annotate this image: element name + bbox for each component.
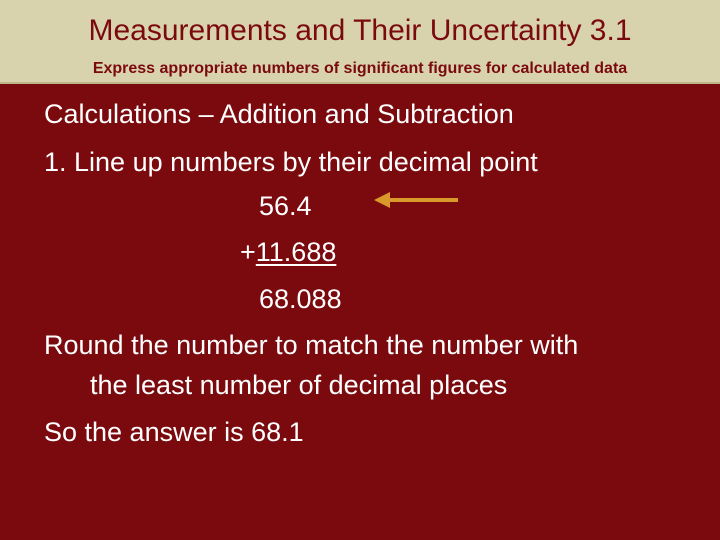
final-answer: So the answer is 68.1 — [44, 417, 304, 447]
addend-two-value: 11.688 — [255, 237, 337, 267]
step-one: 1. Line up numbers by their decimal point — [44, 147, 538, 177]
addend-two — [240, 236, 336, 268]
calc-heading: Calculations – Addition and Subtraction — [44, 99, 514, 129]
left-arrow-icon — [374, 189, 458, 211]
round-instruction-line2: the least number of decimal places — [90, 370, 508, 400]
addend-one: 56.4 — [259, 191, 312, 221]
sum-value: 68.088 — [259, 284, 342, 314]
slide-subtitle: Express appropriate numbers of significant figures for calculated data — [92, 60, 628, 77]
round-instruction-line1: Round the number to match the number with — [44, 330, 579, 360]
slide-title: Measurements and Their Uncertainty 3.1 — [88, 14, 632, 47]
plus-sign: + — [240, 237, 256, 267]
